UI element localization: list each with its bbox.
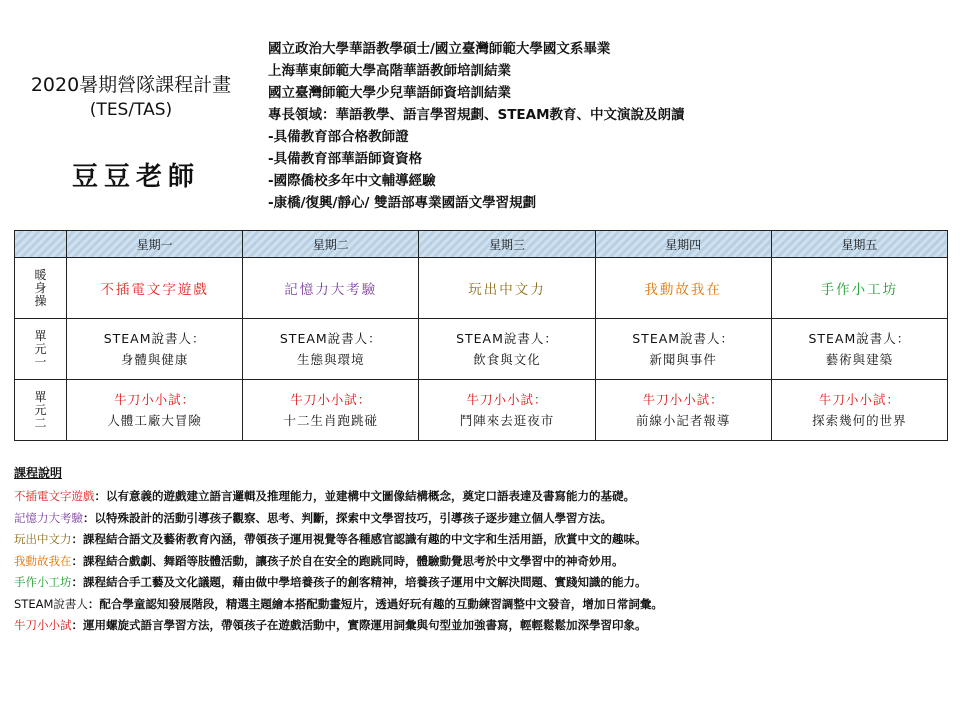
unit-topic: 十二生肖跑跳碰 (283, 413, 379, 428)
row-head-char: 一 (34, 354, 47, 369)
note-item (14, 551, 954, 573)
credential-line: 上海華東師範大學高階華語教師培訓結業 (268, 63, 511, 79)
note-key: 我動故我在 (14, 553, 72, 568)
day-header: 星期一 (67, 231, 243, 258)
title-block (0, 72, 262, 122)
unit-one-row (15, 319, 948, 380)
unit-one-cell (419, 319, 595, 380)
unit-label: STEAM說書人： (279, 331, 382, 346)
unit-two-cell (67, 380, 243, 441)
page-subtitle: (TES/TAS) (89, 100, 173, 120)
row-head-char: 二 (34, 415, 47, 430)
schedule-header-row (15, 231, 948, 258)
unit-topic: 探索幾何的世界 (812, 413, 907, 428)
day-header: 星期二 (243, 231, 419, 258)
unit-label: 牛刀小小試： (466, 392, 548, 407)
day-header: 星期五 (771, 231, 947, 258)
unit-two-cell (771, 380, 947, 441)
warmup-cell: 記憶力大考驗 (243, 258, 419, 319)
note-item (14, 529, 954, 551)
unit-one-cell (771, 319, 947, 380)
unit-topic: 前線小記者報導 (635, 413, 731, 428)
unit-two-row (15, 380, 948, 441)
warmup-cell: 玩出中文力 (419, 258, 595, 319)
note-item (14, 486, 954, 508)
unit-topic: 身體與健康 (120, 352, 189, 367)
unit-label: 牛刀小小試： (642, 392, 724, 407)
day-header: 星期四 (595, 231, 771, 258)
note-text: ：運用螺旋式語言學習方法，帶領孩子在遊戲活動中，實際運用詞彙與句型並加強書寫，輕輕鬆鬆加深學習印象。 (71, 618, 647, 632)
credential-line: -康橋/復興/靜心/ 雙語部專業國語文學習規劃 (268, 195, 537, 211)
note-item (14, 572, 954, 594)
page-title: 2020暑期營隊課程計畫 (30, 74, 232, 96)
row-head-warmup (15, 258, 67, 319)
unit-topic: 生態與環境 (297, 352, 365, 367)
row-head-char: 身 (34, 280, 47, 295)
warmup-cell: 我動故我在 (595, 258, 771, 319)
note-key: STEAM說書人 (14, 596, 88, 611)
warmup-row (15, 258, 948, 319)
unit-topic: 新聞與事件 (649, 352, 717, 367)
row-head-char: 單 (34, 389, 47, 404)
row-head-char: 元 (34, 341, 47, 356)
credential-line: -國際僑校多年中文輔導經驗 (268, 173, 436, 189)
unit-one-cell (595, 319, 771, 380)
corner-cell (15, 231, 67, 258)
note-text: ：以特殊設計的活動引導孩子觀察、思考、判斷，探索中文學習技巧，引導孩子逐步建立個人學習方法。 (83, 510, 612, 525)
unit-two-cell (243, 380, 419, 441)
row-head-unit-two (15, 380, 67, 441)
note-key: 玩出中文力 (14, 532, 72, 546)
unit-label: STEAM說書人： (103, 331, 206, 346)
note-item (14, 508, 954, 530)
unit-label: STEAM說書人： (632, 331, 735, 346)
unit-topic: 鬥陣來去逛夜市 (459, 413, 555, 428)
day-header: 星期三 (419, 231, 595, 258)
note-key: 牛刀小小試 (14, 618, 72, 632)
note-text: ：課程結合戲劇、舞蹈等肢體活動，讓孩子於自在安全的跑跳同時，體驗動覺思考於中文學習中的神奇妙用。 (71, 553, 624, 568)
row-head-char: 元 (34, 402, 47, 417)
credential-line: -具備教育部合格教師證 (268, 129, 409, 145)
unit-two-cell (419, 380, 595, 441)
note-text: ：課程結合手工藝及文化議題，藉由做中學培養孩子的創客精神，培養孩子運用中文解決問題、實踐知識的能力。 (71, 575, 647, 589)
note-item (14, 615, 954, 637)
note-key: 手作小工坊 (14, 575, 72, 589)
unit-topic: 人體工廠大冒險 (107, 413, 202, 428)
notes-heading: 課程說明 (14, 466, 63, 480)
note-item (14, 594, 954, 616)
note-text: ：以有意義的遊戲建立語言邏輯及推理能力，並建構中文圖像結構概念，奠定口語表達及書寫能力的基礎。 (94, 489, 635, 503)
schedule-table (14, 230, 948, 441)
row-head-char: 操 (34, 293, 47, 308)
note-text: ：配合學童認知發展階段，精選主題繪本搭配動畫短片，透過好玩有趣的互動練習調整中文發音，增加日常詞彙。 (87, 596, 663, 611)
unit-two-cell (595, 380, 771, 441)
unit-topic: 飲食與文化 (473, 352, 541, 367)
row-head-unit-one (15, 319, 67, 380)
credential-line: 專長領域：華語教學、語言學習規劃、STEAM教育、中文演說及朗讀 (268, 107, 685, 123)
note-key: 不插電文字遊戲 (14, 489, 95, 503)
unit-label: 牛刀小小試： (290, 392, 372, 407)
credential-line: 國立政治大學華語教學碩士/國立臺灣師範大學國文系畢業 (268, 41, 611, 57)
note-key: 記憶力大考驗 (14, 510, 83, 525)
credentials-list (268, 38, 828, 214)
warmup-cell: 手作小工坊 (771, 258, 947, 319)
credential-line: -具備教育部華語師資資格 (268, 151, 423, 167)
teacher-name: 豆豆老師 (72, 162, 201, 192)
row-head-char: 單 (34, 328, 47, 343)
unit-label: STEAM說書人： (456, 331, 558, 346)
unit-label: 牛刀小小試： (818, 392, 900, 407)
warmup-cell: 不插電文字遊戲 (67, 258, 243, 319)
note-text: ：課程結合語文及藝術教育內涵，帶領孩子運用視覺等各種感官認識有趣的中文字和生活用語，欣賞中文的趣味。 (71, 532, 647, 546)
course-notes (14, 462, 954, 637)
row-head-char: 暖 (34, 267, 47, 282)
unit-one-cell (67, 319, 243, 380)
unit-topic: 藝術與建築 (825, 352, 894, 367)
unit-one-cell (243, 319, 419, 380)
unit-label: 牛刀小小試： (114, 392, 196, 407)
unit-label: STEAM說書人： (808, 331, 911, 346)
credential-line: 國立臺灣師範大學少兒華語師資培訓結業 (268, 85, 511, 101)
